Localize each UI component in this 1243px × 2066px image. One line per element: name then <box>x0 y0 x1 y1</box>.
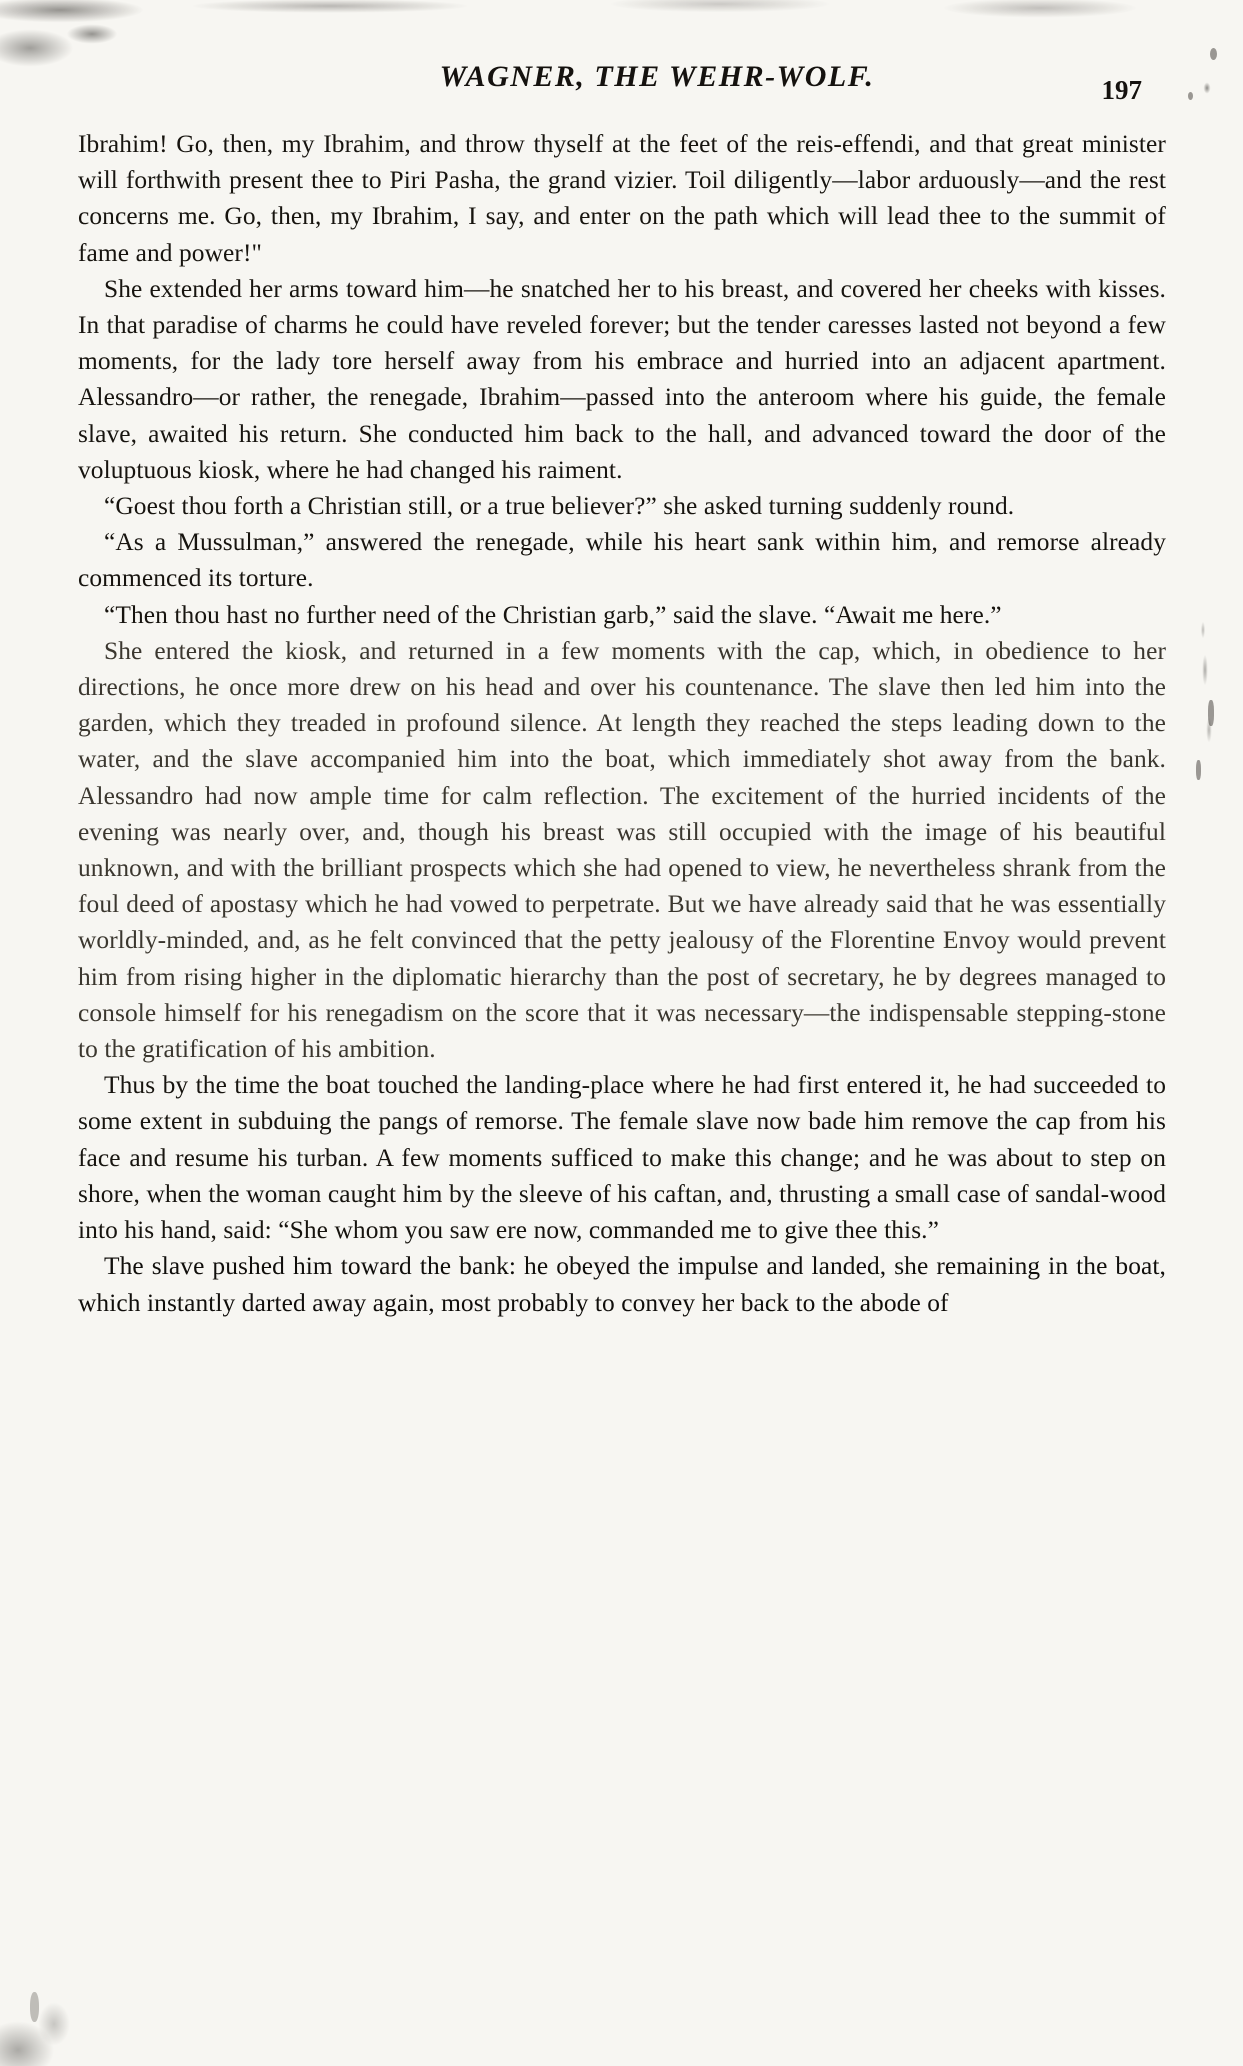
scan-artifact-top-edge <box>0 0 1243 46</box>
page-number: 197 <box>1101 75 1142 105</box>
paragraph: She entered the kiosk, and returned in a few moments with the cap, which, in obedience to her directions, he once more drew on his head and over his countenance. The slave then led him into the garden, which they treaded in profound silence. At length they reached the steps leading down to the water, and the slave accompanied him into the boat, which immediately shot away from the bank. Alessandro had now ample time for calm reflection. The excitement of the hurried incidents of the evening was nearly over, and, though his breast was still occupied with the image of his beautiful unknown, and with the brilliant prospects which she had opened to view, he nevertheless shrank from the foul deed of apostasy which he had vowed to perpetrate. But we have already said that he was essentially worldly-minded, and, as he felt convinced that the petty jealousy of the Florentine Envoy would prevent him from rising higher in the diplomatic hierarchy than the post of secretary, he by degrees managed to console himself for his renegadism on the score that it was necessary—the indispensable stepping-stone to the gratification of his ambition. <box>78 636 1166 1064</box>
paragraph: She extended her arms toward him—he snatched her to his breast, and covered her cheeks with kisses. In that paradise of charms he could have reveled forever; but the tender caresses lasted not beyond a few moments, for the lady tore herself away from his embrace and hurried into an adjacent apartment. Alessandro—or rather, the renegade, Ibrahim—passed into the anteroom where his guide, the female slave, awaited his return. She conducted him back to the hall, and advanced toward the door of the voluptuous kiosk, where he had changed his raiment. <box>78 274 1166 484</box>
scan-artifact-right-specks <box>1187 70 1227 770</box>
page-header <box>78 60 1166 112</box>
scan-artifact-bottom-left-smudge <box>0 1946 160 2066</box>
paragraph: Ibrahim! Go, then, my Ibrahim, and throw thyself at the feet of the reis-effendi, and that great minister will forthwith present thee to Piri Pasha, the grand vizier. Toil diligently—labor arduously—and the rest concerns me. Go, then, my Ibrahim, I say, and enter on the path which will lead thee to the summit of fame and power!" <box>78 130 1166 267</box>
paragraph: “Then thou hast no further need of the Christian garb,” said the slave. “Await me here.” <box>104 600 1002 629</box>
paragraph: “As a Mussulman,” answered the renegade, while his heart sank within him, and remorse already commenced its torture. <box>78 528 1166 593</box>
paragraph: The slave pushed him toward the bank: he obeyed the impulse and landed, she remaining in the boat, which instantly darted away again, most probably to convey her back to the abode of <box>78 1252 1166 1317</box>
scan-speck <box>1208 700 1214 726</box>
scan-speck <box>1188 92 1193 100</box>
page-content <box>78 60 1166 1321</box>
running-title: WAGNER, THE WEHR-WOLF. <box>439 60 875 93</box>
scan-speck <box>1196 760 1201 780</box>
scan-speck <box>1210 48 1217 60</box>
paragraph: Thus by the time the boat touched the landing-place where he had first entered it, he had succeeded to some extent in subduing the pangs of remorse. The female slave now bade him remove the cap from his face and resume his turban. A few moments sufficed to make this change; and he was about to step on shore, when the woman caught him by the sleeve of his caftan, and, thrusting a small case of sandal-wood into his hand, said: “She whom you saw ere now, commanded me to give thee this.” <box>78 1071 1166 1245</box>
body-text <box>78 126 1166 1321</box>
paragraph: “Goest thou forth a Christian still, or a true believer?” she asked turning suddenly round. <box>104 492 1015 521</box>
scan-speck <box>30 1992 39 2022</box>
